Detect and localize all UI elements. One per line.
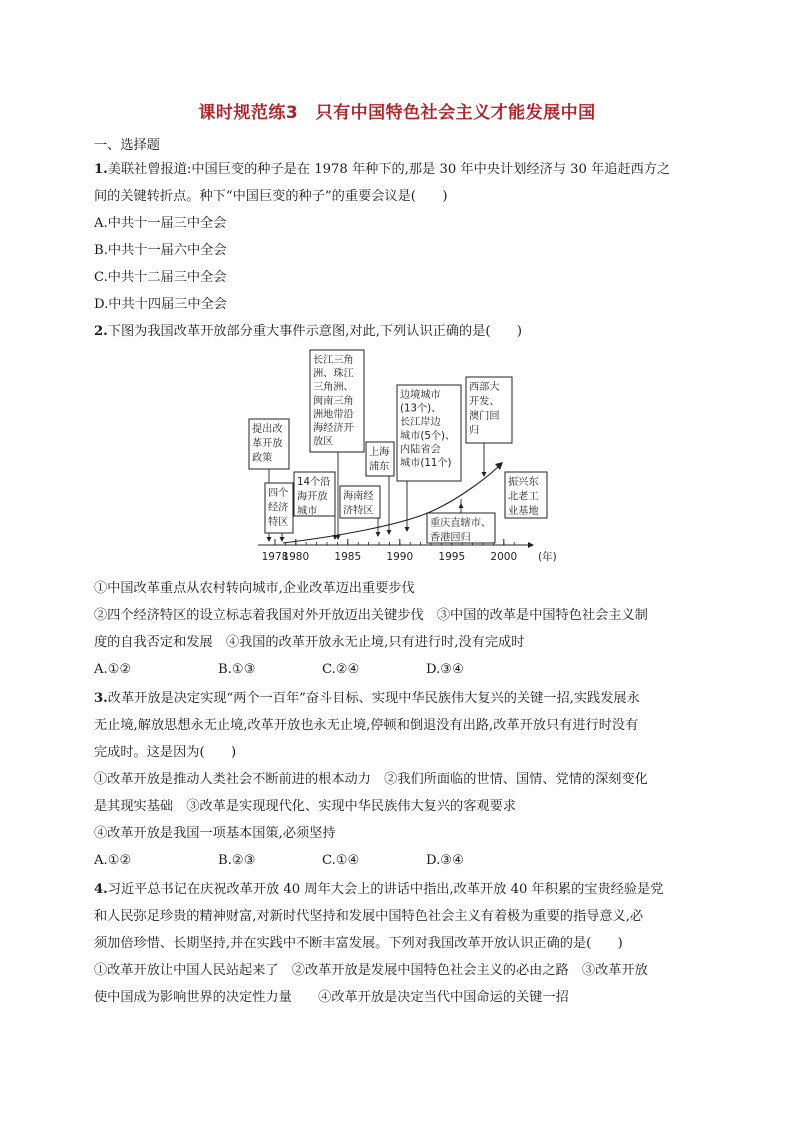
tick-label-1980: 1980 [282,551,310,563]
q4-number: 4. [94,882,108,897]
pointer-arrow [459,503,464,508]
event-label: 革开放 [252,438,283,450]
q2-statement-3-4: 度的自我否定和发展 ④我国的改革开放永无止境,只有进行时,没有完成时 [94,635,525,650]
pointer-arrow [280,537,285,542]
q3-option-d: D.③④ [426,853,464,868]
q1-option-d: D.中共十四届三中全会 [94,297,227,312]
event-label: 归 [469,425,480,437]
q4-statement-3-4: 使中国成为影响世界的决定性力量 ④改革开放是决定当代中国命运的关键一招 [94,990,569,1005]
q1-option-a: A.中共十一届三中全会 [94,216,227,231]
q2-option-a: A.①② [94,662,132,677]
tick-label-2000: 2000 [490,551,518,563]
event-label: 城市 [297,506,318,517]
section-heading: 一、选择题 [94,138,160,153]
event-label: 城市(11个) [400,458,452,469]
event-label: 闽南三角 [313,395,354,407]
q4-line-2: 和人民弥足珍贵的精神财富,对新时代坚持和发展中国特色社会主义有着极为重要的指导意义,必 [94,909,644,924]
event-label: 业基地 [508,506,539,517]
event-label: 海经济开 [313,423,354,434]
event-box-1988 [340,486,381,537]
q2-option-b: B.①③ [218,662,256,677]
reform-timeline-diagram [0,340,794,580]
q2-number: 2. [94,324,108,339]
q2-statement-2-3: ②四个经济特区的设立标志着我国对外开放迈出关键步伐 ③中国的改革是中国特色社会主义制 [94,608,648,623]
axis-arrow [528,542,534,548]
pointer-arrow [387,530,392,535]
event-label: (13个)、 [400,403,442,415]
pointer-arrow [267,537,272,542]
q4-statement-1-3: ①改革开放让中国人民站起来了 ②改革开放是发展中国特色社会主义的必由之路 ③改革开放 [94,963,648,978]
q3-number: 3. [94,691,108,706]
event-box-1984 [294,472,338,540]
q2-option-d: D.③④ [426,662,464,677]
tick-label-1978: 1978 [261,551,289,563]
q3-line-3: 完成时。这是因为( ) [94,745,237,760]
q3-statement-2-3: 是其现实基础 ③改革是实现现代化、实现中华民族伟大复兴的客观要求 [94,799,516,814]
q1-option-c: C.中共十二届三中全会 [94,270,227,285]
event-label: 西部大 [469,382,500,393]
axis-unit: (年) [538,551,557,563]
event-label: 内陆省会 [400,444,441,456]
event-label: 澳门回 [469,411,500,422]
q1-line-1: 1.美联社曾报道:中国巨变的种子是在 1978 年种下的,那是 30 年中央计划经济与 30 年追赶西方之 [94,162,671,177]
event-label: 重庆直辖市、 [430,518,492,529]
event-label: 四个 [268,488,289,499]
event-label: 洲、珠江 [313,368,354,380]
event-label: 14个沿 [297,477,331,488]
event-label: 边境城市 [400,390,441,401]
q2-statement-1: ①中国改革重点从农村转向城市,企业改革迈出重要步伐 [94,581,415,596]
event-label: 提出改 [252,424,283,435]
event-box-2003 [505,472,547,518]
event-label: 长江三角 [313,355,354,366]
event-label: 济特区 [343,505,374,517]
event-label: 海南经 [343,491,374,502]
q2-stem: 2.下图为我国改革开放部分重大事件示意图,对此,下列认识正确的是( ) [94,324,523,339]
q1-option-b: B.中共十一届六中全会 [94,243,227,258]
tick-label-1985: 1985 [334,551,362,563]
q3-line-1: 3.改革开放是决定实现“两个一百年”奋斗目标、实现中华民族伟大复兴的关键一招,实践发展永 [94,691,640,706]
q1-number: 1. [94,162,108,177]
event-label: 开发、 [469,396,500,408]
event-label: 香港回归 [430,532,471,544]
event-label: 北老工 [508,491,539,503]
event-label: 浦东 [369,461,390,473]
q4-line-1: 4.习近平总书记在庆祝改革开放 40 周年大会上的讲话中指出,改革开放 40 年积累的宝贵经验是党 [94,882,664,897]
event-box-1992 [397,385,461,532]
event-label: 海开放 [297,491,328,503]
event-label: 城市(5个)、 [400,430,456,442]
pointer-arrow [482,472,487,477]
q3-line-2: 无止境,解放思想永无止境,改革开放也永无止境,停顿和倒退没有出路,改革开放只有进行时没有 [94,718,639,733]
event-label: 长江岸边 [400,417,441,429]
pointer-arrow [376,532,381,537]
q3-option-a: A.①② [94,853,132,868]
event-label: 特区 [268,517,289,528]
tick-label-1995: 1995 [438,551,466,563]
q3-option-b: B.②③ [218,853,256,868]
event-label: 放区 [313,436,334,448]
event-label: 洲地带沿 [313,409,354,421]
event-box-1999 [466,377,512,477]
page-title: 课时规范练3 只有中国特色社会主义才能发展中国 [198,103,596,123]
event-label: 振兴东 [508,477,539,488]
event-label: 上海 [369,447,390,458]
event-label: 政策 [252,453,273,464]
event-box-1997 [427,499,495,544]
event-label: 三角洲、 [313,382,354,394]
q1-line-2: 间的关键转折点。种下“中国巨变的种子”的重要会议是( ) [94,189,448,204]
q3-statement-4: ④改革开放是我国一项基本国策,必须坚持 [94,826,336,841]
q3-option-c: C.①④ [322,853,360,868]
q2-option-c: C.②④ [322,662,360,677]
q3-statement-1-2: ①改革开放是推动人类社会不断前进的根本动力 ②我们所面临的世情、国情、党情的深刻变化 [94,772,648,787]
tick-label-1990: 1990 [386,551,414,563]
event-label: 经济 [268,502,289,514]
pointer-arrow [405,527,410,532]
event-box-1980 [265,483,293,542]
q4-line-3: 须加倍珍惜、长期坚持,并在实践中不断丰富发展。下列对我国改革开放认识正确的是( ) [94,936,623,951]
